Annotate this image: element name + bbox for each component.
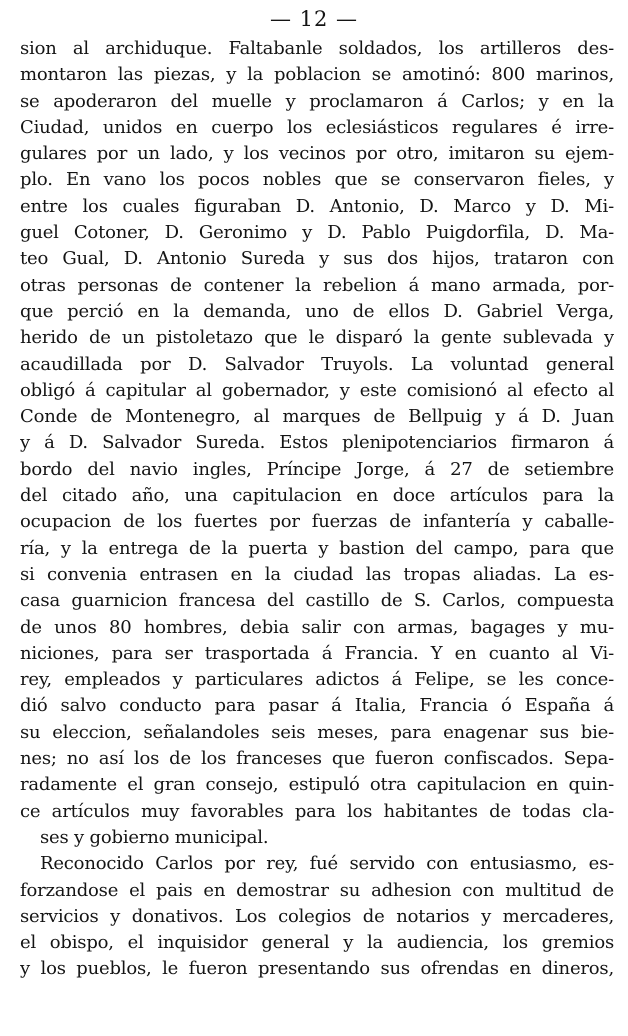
page-number: — 12 — xyxy=(269,7,359,31)
text-line: acaudillada por D. Salvador Truyols. La voluntad general xyxy=(20,353,614,375)
text-line: radamente el gran consejo, estipuló otra capitulacion en quin- xyxy=(20,774,614,796)
text-line: bordo del navio ingles, Príncipe Jorge, á 27 de setiembre xyxy=(20,458,614,480)
text-line: de unos 80 hombres, debia salir con armas, bagages y mu- xyxy=(20,616,614,638)
text-line: plo. En vano los pocos nobles que se conservaron fieles, y xyxy=(20,169,614,191)
text-line: casa guarnicion francesa del castillo de S. Carlos, compuesta xyxy=(20,590,614,612)
text-line: ocupacion de los fuertes por fuerzas de infantería y caballe- xyxy=(20,511,614,533)
text-line: otras personas de contener la rebelion á mano armada, por- xyxy=(20,274,614,296)
text-line: teo Gual, D. Antonio Sureda y sus dos hijos, trataron con xyxy=(20,248,614,270)
text-line: Reconocido Carlos por rey, fué servido con entusiasmo, es- xyxy=(40,853,614,875)
text-line: el obispo, el inquisidor general y la audiencia, los gremios xyxy=(20,932,614,954)
text-line: obligó á capitular al gobernador, y este comisionó al efecto al xyxy=(20,379,614,401)
paragraph-1 xyxy=(20,36,614,851)
paragraph-2 xyxy=(20,851,614,982)
text-line: gulares por un lado, y los vecinos por otro, imitaron su ejem- xyxy=(20,143,614,165)
text-line: forzandose el pais en demostrar su adhesion con multitud de xyxy=(20,879,614,901)
text-line: y á D. Salvador Sureda. Estos plenipotenciarios firmaron á xyxy=(20,432,614,454)
text-line: guel Cotoner, D. Geronimo y D. Pablo Puigdorfila, D. Ma- xyxy=(20,222,614,244)
text-line: sion al archiduque. Faltabanle soldados, los artilleros des- xyxy=(20,38,614,59)
text-line: del citado año, una capitulacion en doce artículos para la xyxy=(20,485,614,507)
text-line: ses y gobierno municipal. xyxy=(40,826,269,848)
text-line: ría, y la entrega de la puerta y bastion del campo, para que xyxy=(20,537,614,559)
text-line: si convenia entrasen en la ciudad las tropas aliadas. La es- xyxy=(20,563,614,585)
text-line: ce artículos muy favorables para los habitantes de todas cla- xyxy=(20,800,614,822)
text-line: montaron las piezas, y la poblacion se amotinó: 800 marinos, xyxy=(20,64,614,86)
text-line: su eleccion, señalandoles seis meses, para enagenar sus bie- xyxy=(20,721,614,743)
text-line: Ciudad, unidos en cuerpo los eclesiásticos regulares é irre- xyxy=(20,116,614,138)
text-line: Conde de Montenegro, al marques de Bellpuig y á D. Juan xyxy=(20,406,614,428)
body-text xyxy=(20,36,614,983)
text-line: y los pueblos, le fueron presentando sus ofrendas en dineros, xyxy=(20,958,614,980)
text-line: que perció en la demanda, uno de ellos D. Gabriel Verga, xyxy=(20,300,614,322)
text-line: entre los cuales figuraban D. Antonio, D. Marco y D. Mi- xyxy=(20,195,614,217)
text-line: nes; no así los de los franceses que fueron confiscados. Sepa- xyxy=(20,748,614,770)
text-line: herido de un pistoletazo que le disparó la gente sublevada y xyxy=(20,327,614,349)
text-line: se apoderaron del muelle y proclamaron á Carlos; y en la xyxy=(20,90,614,112)
text-line: rey, empleados y particulares adictos á Felipe, se les conce- xyxy=(20,669,614,691)
text-line: servicios y donativos. Los colegios de notarios y mercaderes, xyxy=(20,905,614,927)
text-line: dió salvo conducto para pasar á Italia, Francia ó España á xyxy=(20,695,614,717)
text-line: niciones, para ser trasportada á Francia. Y en cuanto al Vi- xyxy=(20,642,614,664)
